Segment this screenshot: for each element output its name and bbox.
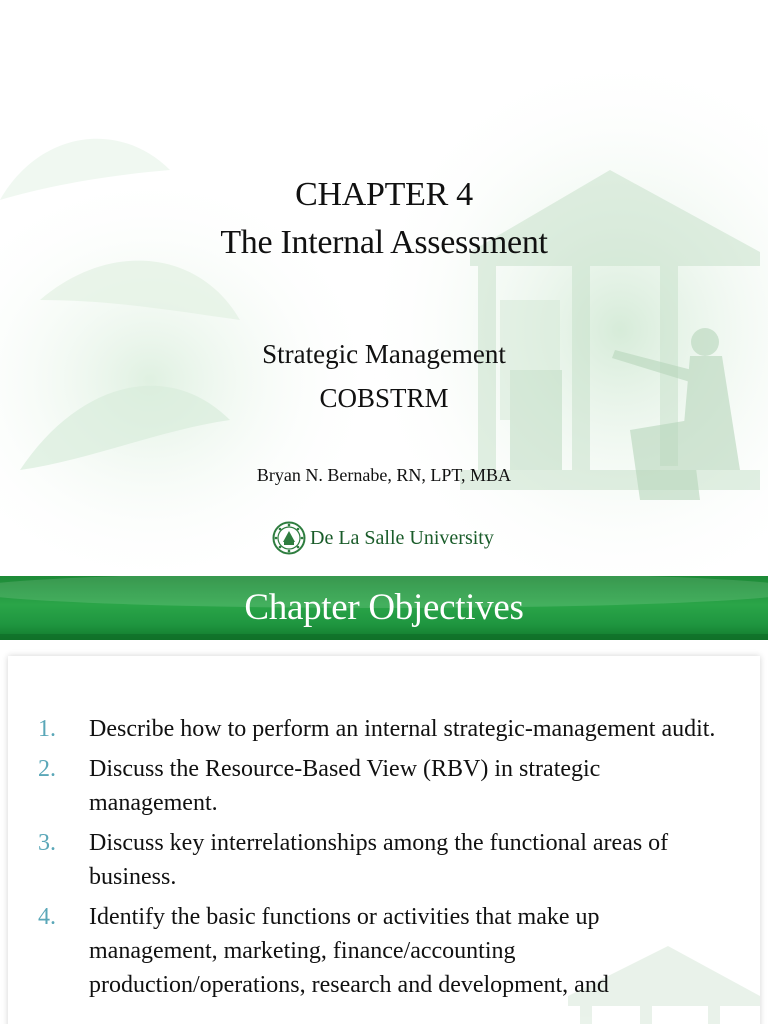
university-name: De La Salle University (310, 526, 494, 549)
slide-heading: Chapter Objectives (244, 587, 524, 628)
university-seal-icon (272, 521, 306, 555)
chapter-label: CHAPTER 4 (295, 176, 473, 213)
slide-title-block (0, 174, 768, 270)
author-name: Bryan N. Bernabe, RN, LPT, MBA (256, 465, 512, 485)
list-item (38, 752, 728, 820)
objective-text: Discuss the Resource-Based View (RBV) in strategic management. (89, 756, 601, 816)
course-code: COBSTRM (319, 383, 449, 413)
list-item (38, 826, 728, 894)
list-item (38, 900, 728, 1002)
chapter-title: The Internal Assessment (220, 224, 548, 261)
objective-text: Discuss key interrelationships among the functional areas of business. (89, 830, 669, 890)
list-item (38, 712, 728, 746)
university-logo (272, 521, 494, 555)
objective-number: 3. (38, 830, 56, 856)
objectives-slide (0, 576, 768, 1024)
objective-text: Describe how to perform an internal strategic-management audit. (89, 716, 716, 742)
course-name: Strategic Management (262, 339, 506, 369)
heading-banner (0, 576, 768, 640)
objectives-list (38, 712, 728, 1008)
objective-number: 2. (38, 756, 56, 782)
objective-text: Identify the basic functions or activities that make up management, marketing, finance/accounting production/operations, research and development, and (89, 904, 609, 998)
objective-number: 1. (38, 716, 56, 742)
objective-number: 4. (38, 904, 56, 930)
course-info (0, 332, 768, 420)
